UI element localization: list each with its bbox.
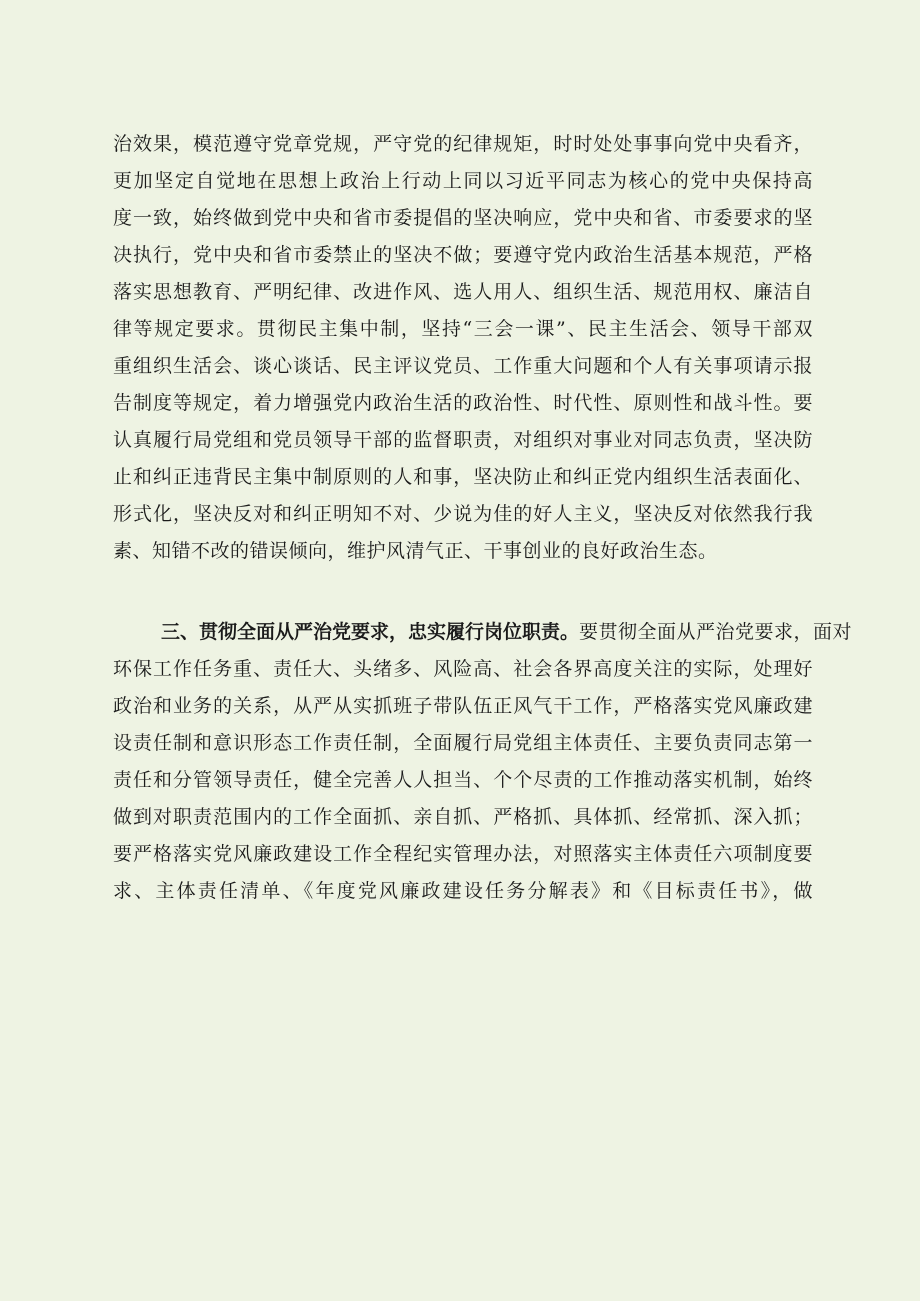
paragraph-1-line-1: 治效果，模范遵守党章党规，严守党的纪律规矩，时时处处事事向党中央看齐， xyxy=(113,133,813,155)
paragraph-1-line-6: 律等规定要求。贯彻民主集中制，坚持“三会一课”、民主生活会、领导干部双 xyxy=(113,318,813,340)
paragraph-2-line-1-text: 要贯彻全面从严治党要求，面对 xyxy=(579,621,853,643)
paragraph-1-line-2: 更加坚定自觉地在思想上政治上行动上同以习近平同志为核心的党中央保持高 xyxy=(113,170,813,192)
paragraph-1-line-5: 落实思想教育、严明纪律、改进作风、选人用人、组织生活、规范用权、廉洁自 xyxy=(113,281,813,303)
paragraph-1-line-12: 素、知错不改的错误倾向，维护风清气正、干事创业的良好政治生态。 xyxy=(113,540,718,562)
paragraph-2-line-7: 要严格落实党风廉政建设工作全程纪实管理办法，对照落实主体责任六项制度要 xyxy=(113,843,813,865)
paragraph-2-line-3: 政治和业务的关系，从严从实抓班子带队伍正风气干工作，严格落实党风廉政建 xyxy=(113,695,813,717)
paragraph-2-line-5: 责任和分管领导责任，健全完善人人担当、个个尽责的工作推动落实机制，始终 xyxy=(113,769,813,791)
section-heading: 三、贯彻全面从严治党要求，忠实履行岗位职责。 xyxy=(161,621,580,643)
paragraph-1-line-3: 度一致，始终做到党中央和省市委提倡的坚决响应，党中央和省、市委要求的坚 xyxy=(113,207,813,229)
paragraph-1-line-7: 重组织生活会、谈心谈话、民主评议党员、工作重大问题和个人有关事项请示报 xyxy=(113,355,813,377)
paragraph-1-line-9: 认真履行局党组和党员领导干部的监督职责，对组织对事业对同志负责，坚决防 xyxy=(113,429,813,451)
paragraph-1-line-8: 告制度等规定，着力增强党内政治生活的政治性、时代性、原则性和战斗性。要 xyxy=(113,392,813,414)
paragraph-1-line-10: 止和纠正违背民主集中制原则的人和事，坚决防止和纠正党内组织生活表面化、 xyxy=(113,466,813,488)
paragraph-1-line-11: 形式化，坚决反对和纠正明知不对、少说为佳的好人主义，坚决反对依然我行我 xyxy=(113,503,813,525)
paragraph-2-line-1 xyxy=(161,614,853,650)
paragraph-2-line-6: 做到对职责范围内的工作全面抓、亲自抓、严格抓、具体抓、经常抓、深入抓； xyxy=(113,806,813,828)
paragraph-2-line-8: 求、主体责任清单、《年度党风廉政建设任务分解表》和《目标责任书》，做 xyxy=(113,880,813,902)
paragraph-2-line-4: 设责任制和意识形态工作责任制，全面履行局党组主体责任、主要负责同志第一 xyxy=(113,732,813,754)
paragraph-2-line-2: 环保工作任务重、责任大、头绪多、风险高、社会各界高度关注的实际，处理好 xyxy=(113,658,813,680)
paragraph-1-line-4: 决执行，党中央和省市委禁止的坚决不做；要遵守党内政治生活基本规范，严格 xyxy=(113,244,813,266)
